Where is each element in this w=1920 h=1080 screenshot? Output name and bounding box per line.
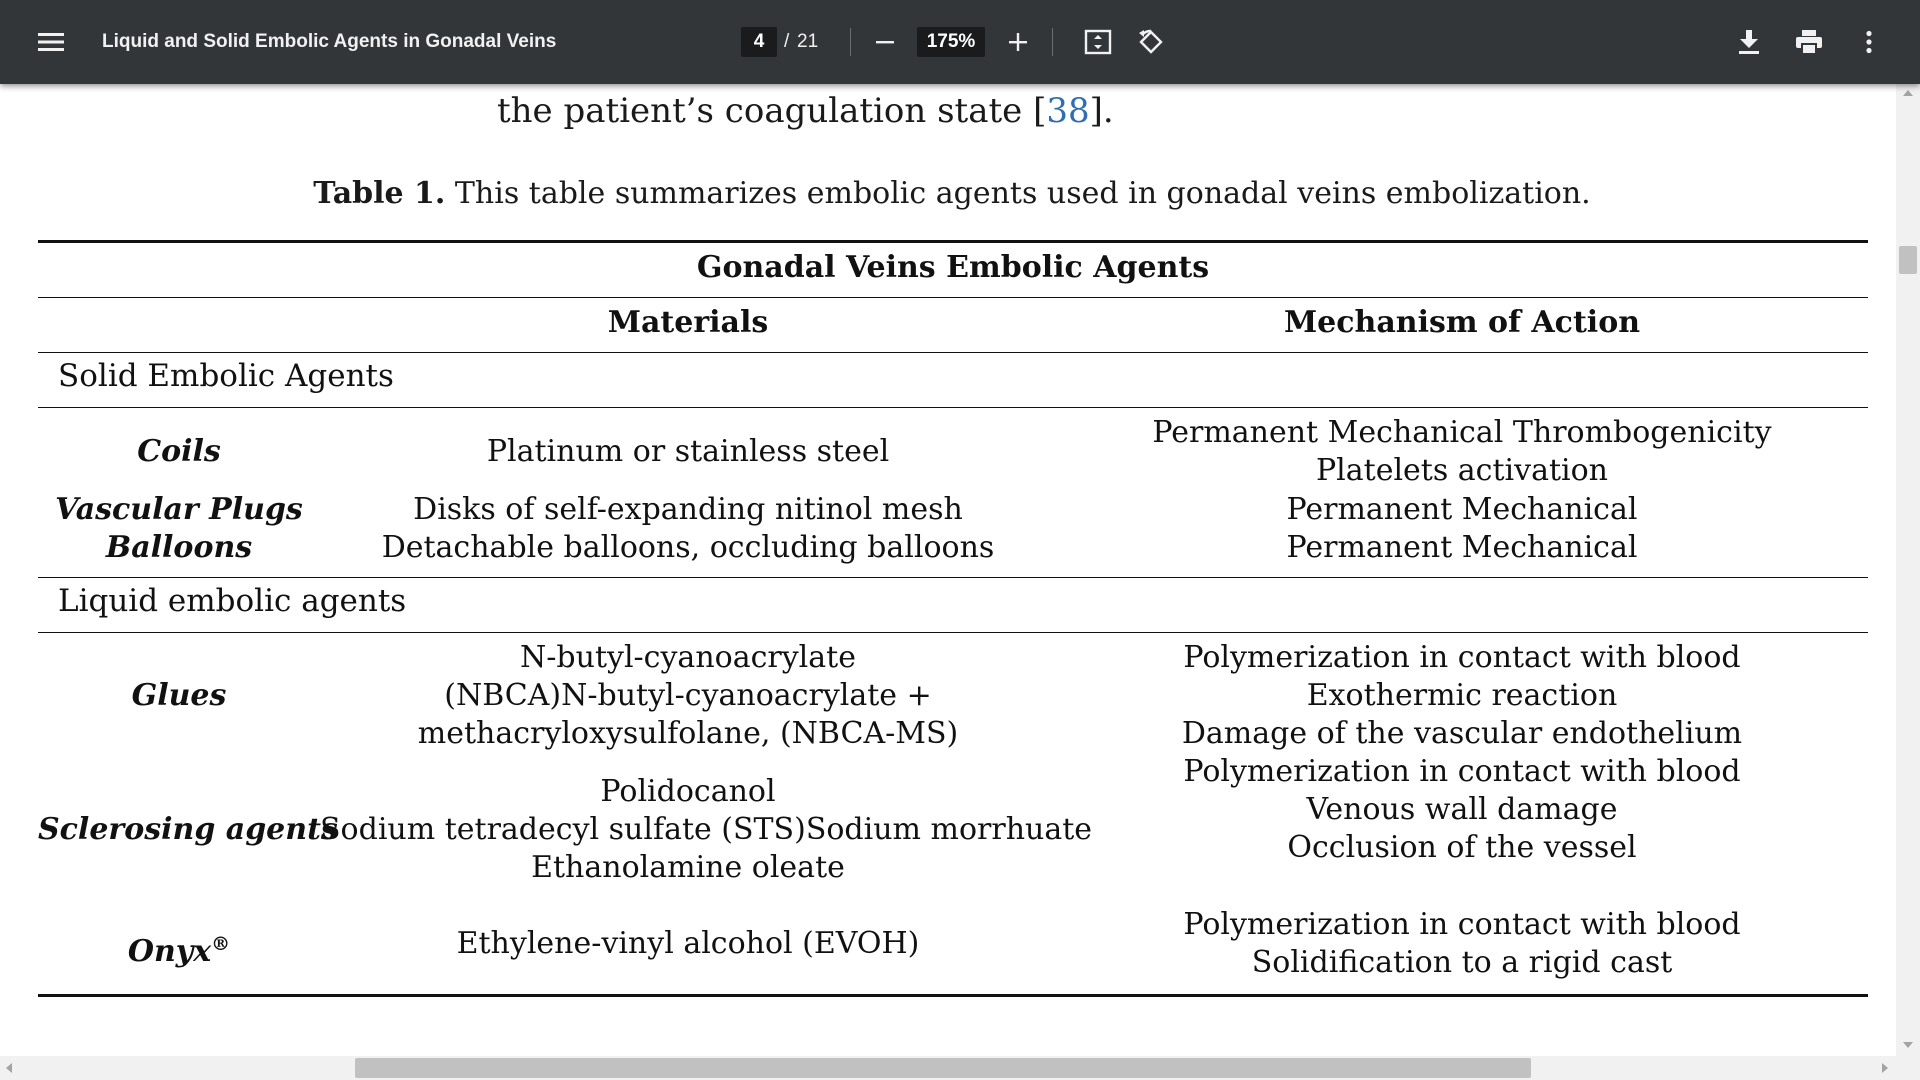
registered-mark: ®: [211, 933, 231, 955]
zoom-level-input[interactable]: 175%: [917, 27, 985, 57]
row-mechanism: Permanent Mechanical: [1286, 492, 1638, 527]
more-options-button[interactable]: [1849, 22, 1889, 62]
section-liquid-agents: Liquid embolic agents: [58, 583, 407, 619]
body-text-line: the patient’s coagulation state [38].: [497, 91, 1114, 131]
scroll-right-icon[interactable]: [1880, 1061, 1890, 1075]
table-bottom-rule: [38, 994, 1868, 997]
row-agent-vascular-plugs: Vascular Plugs: [55, 492, 303, 527]
row-materials: Polidocanol: [600, 774, 776, 809]
table-rule: [38, 407, 1868, 408]
table-rule: [38, 297, 1868, 298]
row-materials: Ethanolamine oleate: [531, 850, 845, 885]
table-top-rule: [38, 240, 1868, 243]
print-button[interactable]: [1789, 22, 1829, 62]
print-icon: [1795, 29, 1823, 55]
toolbar-divider: [850, 28, 851, 56]
rotate-icon: [1137, 28, 1165, 56]
row-materials: Ethylene-vinyl alcohol (EVOH): [456, 926, 920, 961]
row-agent-coils: Coils: [137, 434, 221, 469]
toolbar-divider: [1052, 28, 1053, 56]
scroll-down-icon[interactable]: [1901, 1040, 1915, 1050]
row-materials: Disks of self-expanding nitinol mesh: [413, 492, 963, 527]
download-icon: [1738, 29, 1760, 55]
row-mechanism: Permanent Mechanical Thrombogenicity: [1152, 415, 1772, 450]
citation-link[interactable]: 38: [1046, 91, 1090, 131]
vertical-scrollbar[interactable]: [1896, 84, 1920, 1056]
row-mechanism: Venous wall damage: [1306, 792, 1618, 827]
row-mechanism: Platelets activation: [1315, 453, 1609, 488]
row-materials: Platinum or stainless steel: [486, 434, 890, 469]
page-number-input[interactable]: 4: [741, 27, 777, 57]
pdf-toolbar: [0, 0, 1920, 84]
row-agent-sclerosing: Sclerosing agents: [38, 812, 338, 847]
row-mechanism: Occlusion of the vessel: [1287, 830, 1637, 865]
menu-button[interactable]: [30, 22, 72, 62]
horizontal-scroll-thumb[interactable]: [355, 1058, 1531, 1078]
column-header-mechanism: Mechanism of Action: [1283, 305, 1641, 340]
more-vert-icon: [1865, 30, 1873, 54]
row-mechanism: Permanent Mechanical: [1286, 530, 1638, 565]
zoom-out-icon: [875, 32, 895, 52]
row-mechanism: Exothermic reaction: [1306, 678, 1618, 713]
row-agent-balloons: Balloons: [105, 530, 253, 565]
page-separator: /: [784, 31, 790, 52]
zoom-in-button[interactable]: [998, 22, 1038, 62]
table-rule: [38, 577, 1868, 578]
row-materials: N-butyl-cyanoacrylate: [520, 640, 856, 675]
scroll-up-icon[interactable]: [1901, 88, 1915, 98]
row-materials: Sodium tetradecyl sulfate (STS)Sodium morrhuate: [320, 812, 1093, 847]
row-mechanism: Polymerization in contact with blood: [1183, 640, 1741, 675]
section-solid-agents: Solid Embolic Agents: [58, 358, 394, 394]
page-total: 21: [797, 31, 819, 52]
scrollbar-corner: [1896, 1056, 1920, 1080]
row-agent-onyx: Onyx®: [127, 933, 231, 969]
row-materials: Detachable balloons, occluding balloons: [381, 530, 995, 565]
rotate-button[interactable]: [1131, 22, 1171, 62]
table-caption: [0, 176, 1896, 211]
table-title: Gonadal Veins Embolic Agents: [696, 250, 1210, 285]
table-rule: [38, 632, 1868, 633]
download-button[interactable]: [1729, 22, 1769, 62]
row-mechanism: Damage of the vascular endothelium: [1181, 716, 1743, 751]
fit-page-button[interactable]: [1078, 22, 1118, 62]
column-header-materials: Materials: [607, 305, 769, 340]
menu-icon: [38, 32, 64, 52]
row-mechanism: Solidification to a rigid cast: [1251, 945, 1673, 980]
document-title: Liquid and Solid Embolic Agents in Gonadal Veins: [102, 31, 557, 52]
row-materials: (NBCA)N-butyl-cyanoacrylate +: [444, 678, 932, 713]
scroll-left-icon[interactable]: [4, 1061, 14, 1075]
caption-label: Table 1.: [313, 176, 446, 211]
table-rule: [38, 352, 1868, 353]
fit-page-icon: [1084, 29, 1112, 55]
document-viewer[interactable]: [0, 84, 1896, 1056]
zoom-in-icon: [1008, 32, 1028, 52]
row-materials: methacryloxysulfolane, (NBCA-MS): [417, 716, 959, 751]
row-agent-glues: Glues: [131, 678, 227, 713]
row-mechanism: Polymerization in contact with blood: [1183, 907, 1741, 942]
row-mechanism: Polymerization in contact with blood: [1183, 754, 1741, 789]
vertical-scroll-thumb[interactable]: [1899, 246, 1917, 274]
caption-text: This table summarizes embolic agents used in gonadal veins embolization.: [445, 176, 1591, 211]
zoom-out-button[interactable]: [865, 22, 905, 62]
